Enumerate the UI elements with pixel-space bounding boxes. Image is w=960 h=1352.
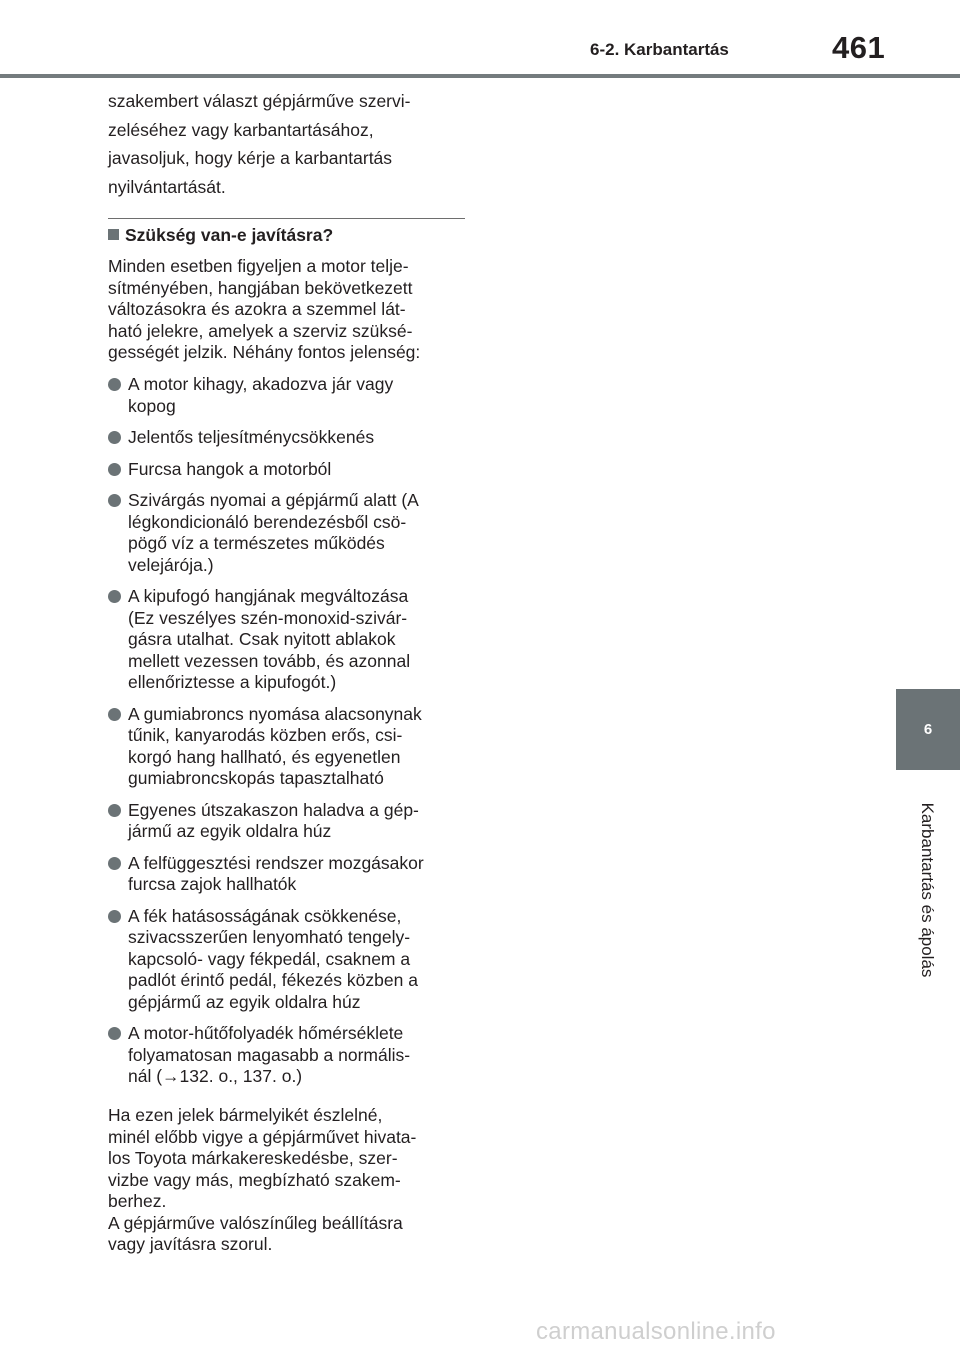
section-heading bbox=[108, 224, 333, 246]
lead-line: gességét jelzik. Néhány fontos jelenség: bbox=[108, 342, 421, 362]
symptom-text-line: mellett vezessen tovább, és azonnal bbox=[128, 650, 411, 671]
symptom-list-item bbox=[108, 586, 468, 694]
circle-bullet-icon bbox=[108, 378, 121, 391]
closing-line: berhez. bbox=[108, 1191, 167, 1211]
symptom-text-line: velejárója.) bbox=[128, 554, 214, 575]
chapter-tab-number[interactable]: 6 bbox=[896, 689, 960, 770]
closing-line: los Toyota márkakereskedésbe, szer- bbox=[108, 1148, 398, 1168]
circle-bullet-icon bbox=[108, 463, 121, 476]
closing-line: vagy javításra szorul. bbox=[108, 1234, 273, 1254]
section-heading-text: Szükség van-e javításra? bbox=[125, 225, 334, 245]
symptom-text-line: Furcsa hangok a motorból bbox=[128, 458, 332, 479]
circle-bullet-icon bbox=[108, 431, 121, 444]
symptom-text-line: légkondicionáló berendezésből csö- bbox=[128, 511, 407, 532]
symptom-text-line: kopog bbox=[128, 395, 176, 416]
page-number: 461 bbox=[832, 30, 886, 65]
lead-paragraph bbox=[108, 256, 468, 364]
lead-line: sítményében, hangjában bekövetkezett bbox=[108, 277, 413, 298]
closing-line: minél előbb vigye a gépjárművet hivata- bbox=[108, 1126, 417, 1147]
intro-line: nyilvántartását. bbox=[108, 176, 226, 197]
intro-line: javasoljuk, hogy kérje a karbantartás bbox=[108, 148, 393, 168]
symptom-text-line: A gumiabroncs nyomása alacsonynak bbox=[128, 703, 422, 724]
section-title: 6-2. Karbantartás bbox=[590, 40, 729, 59]
lead-line: Minden esetben figyeljen a motor telje- bbox=[108, 256, 409, 276]
closing-line: vizbe vagy más, megbízható szakem- bbox=[108, 1169, 401, 1190]
symptom-text-line: pögő víz a természetes működés bbox=[128, 533, 385, 553]
intro-paragraph bbox=[108, 87, 468, 201]
symptom-text-line: gépjármű az egyik oldalra húz bbox=[128, 991, 361, 1012]
circle-bullet-icon bbox=[108, 910, 121, 923]
chapter-tab-label: Karbantartás és ápolás bbox=[918, 802, 937, 978]
symptom-list-item bbox=[108, 906, 468, 1014]
symptom-text-line: jármű az egyik oldalra húz bbox=[128, 821, 332, 841]
symptom-text-line: A felfüggesztési rendszer mozgásakor bbox=[128, 852, 424, 873]
symptom-list-item bbox=[108, 459, 468, 481]
symptom-text-line: szivacsszerűen lenyomható tengely- bbox=[128, 927, 411, 947]
symptom-list-item bbox=[108, 800, 468, 843]
symptom-text-line: korgó hang hallható, és egyenetlen bbox=[128, 746, 401, 767]
circle-bullet-icon bbox=[108, 857, 121, 870]
intro-line: zeléséhez vagy karbantartásához, bbox=[108, 119, 374, 140]
closing-line: Ha ezen jelek bármelyikét észlelné, bbox=[108, 1105, 383, 1125]
symptom-list-item bbox=[108, 427, 468, 449]
circle-bullet-icon bbox=[108, 494, 121, 507]
intro-line: szakembert választ gépjárműve szervi- bbox=[108, 91, 411, 111]
circle-bullet-icon bbox=[108, 804, 121, 817]
circle-bullet-icon bbox=[108, 590, 121, 603]
square-bullet-icon bbox=[108, 229, 119, 240]
lead-line: ható jelekre, amelyek a szerviz szüksé- bbox=[108, 320, 413, 341]
symptom-list-item bbox=[108, 853, 468, 896]
symptom-text-line: A motor kihagy, akadozva jár vagy bbox=[128, 374, 394, 394]
symptom-text-line: kapcsoló- vagy fékpedál, csaknem a bbox=[128, 948, 411, 969]
closing-line: A gépjárműve valószínűleg beállításra bbox=[108, 1212, 403, 1233]
symptom-text-line: Egyenes útszakaszon haladva a gép- bbox=[128, 799, 419, 820]
closing-paragraph bbox=[108, 1105, 468, 1256]
symptom-text-line: A kipufogó hangjának megváltozása bbox=[128, 586, 409, 606]
symptom-list-item bbox=[108, 490, 468, 576]
symptom-text-line: furcsa zajok hallhatók bbox=[128, 874, 297, 894]
symptom-list bbox=[108, 374, 468, 1098]
symptom-text-line: gumiabroncskopás tapasztalható bbox=[128, 768, 384, 788]
symptom-list-item bbox=[108, 704, 468, 790]
symptom-text-line: nál (→132. o., 137. o.) bbox=[128, 1066, 303, 1086]
symptom-list-item bbox=[108, 374, 468, 417]
symptom-list-item bbox=[108, 1023, 468, 1088]
circle-bullet-icon bbox=[108, 1027, 121, 1040]
symptom-text-line: tűnik, kanyarodás közben erős, csi- bbox=[128, 725, 403, 745]
symptom-text-line: folyamatosan magasabb a normális- bbox=[128, 1044, 411, 1065]
symptom-text-line: Jelentős teljesítménycsökkenés bbox=[128, 427, 375, 447]
symptom-text-line: padlót érintő pedál, fékezés közben a bbox=[128, 970, 418, 990]
symptom-text-line: gásra utalhat. Csak nyitott ablakok bbox=[128, 629, 396, 649]
symptom-text-line: ellenőriztesse a kipufogót.) bbox=[128, 672, 337, 692]
symptom-text-line: A motor-hűtőfolyadék hőmérséklete bbox=[128, 1023, 404, 1043]
symptom-text-line: A fék hatásosságának csökkenése, bbox=[128, 905, 402, 926]
circle-bullet-icon bbox=[108, 708, 121, 721]
header-rule bbox=[0, 74, 960, 78]
lead-line: változásokra és azokra a szemmel lát- bbox=[108, 299, 406, 319]
symptom-text-line: (Ez veszélyes szén-monoxid-szivár- bbox=[128, 607, 408, 628]
section-divider bbox=[108, 218, 465, 219]
watermark[interactable]: carmanualsonline.info bbox=[536, 1318, 776, 1345]
symptom-text-line: Szivárgás nyomai a gépjármű alatt (A bbox=[128, 490, 419, 510]
